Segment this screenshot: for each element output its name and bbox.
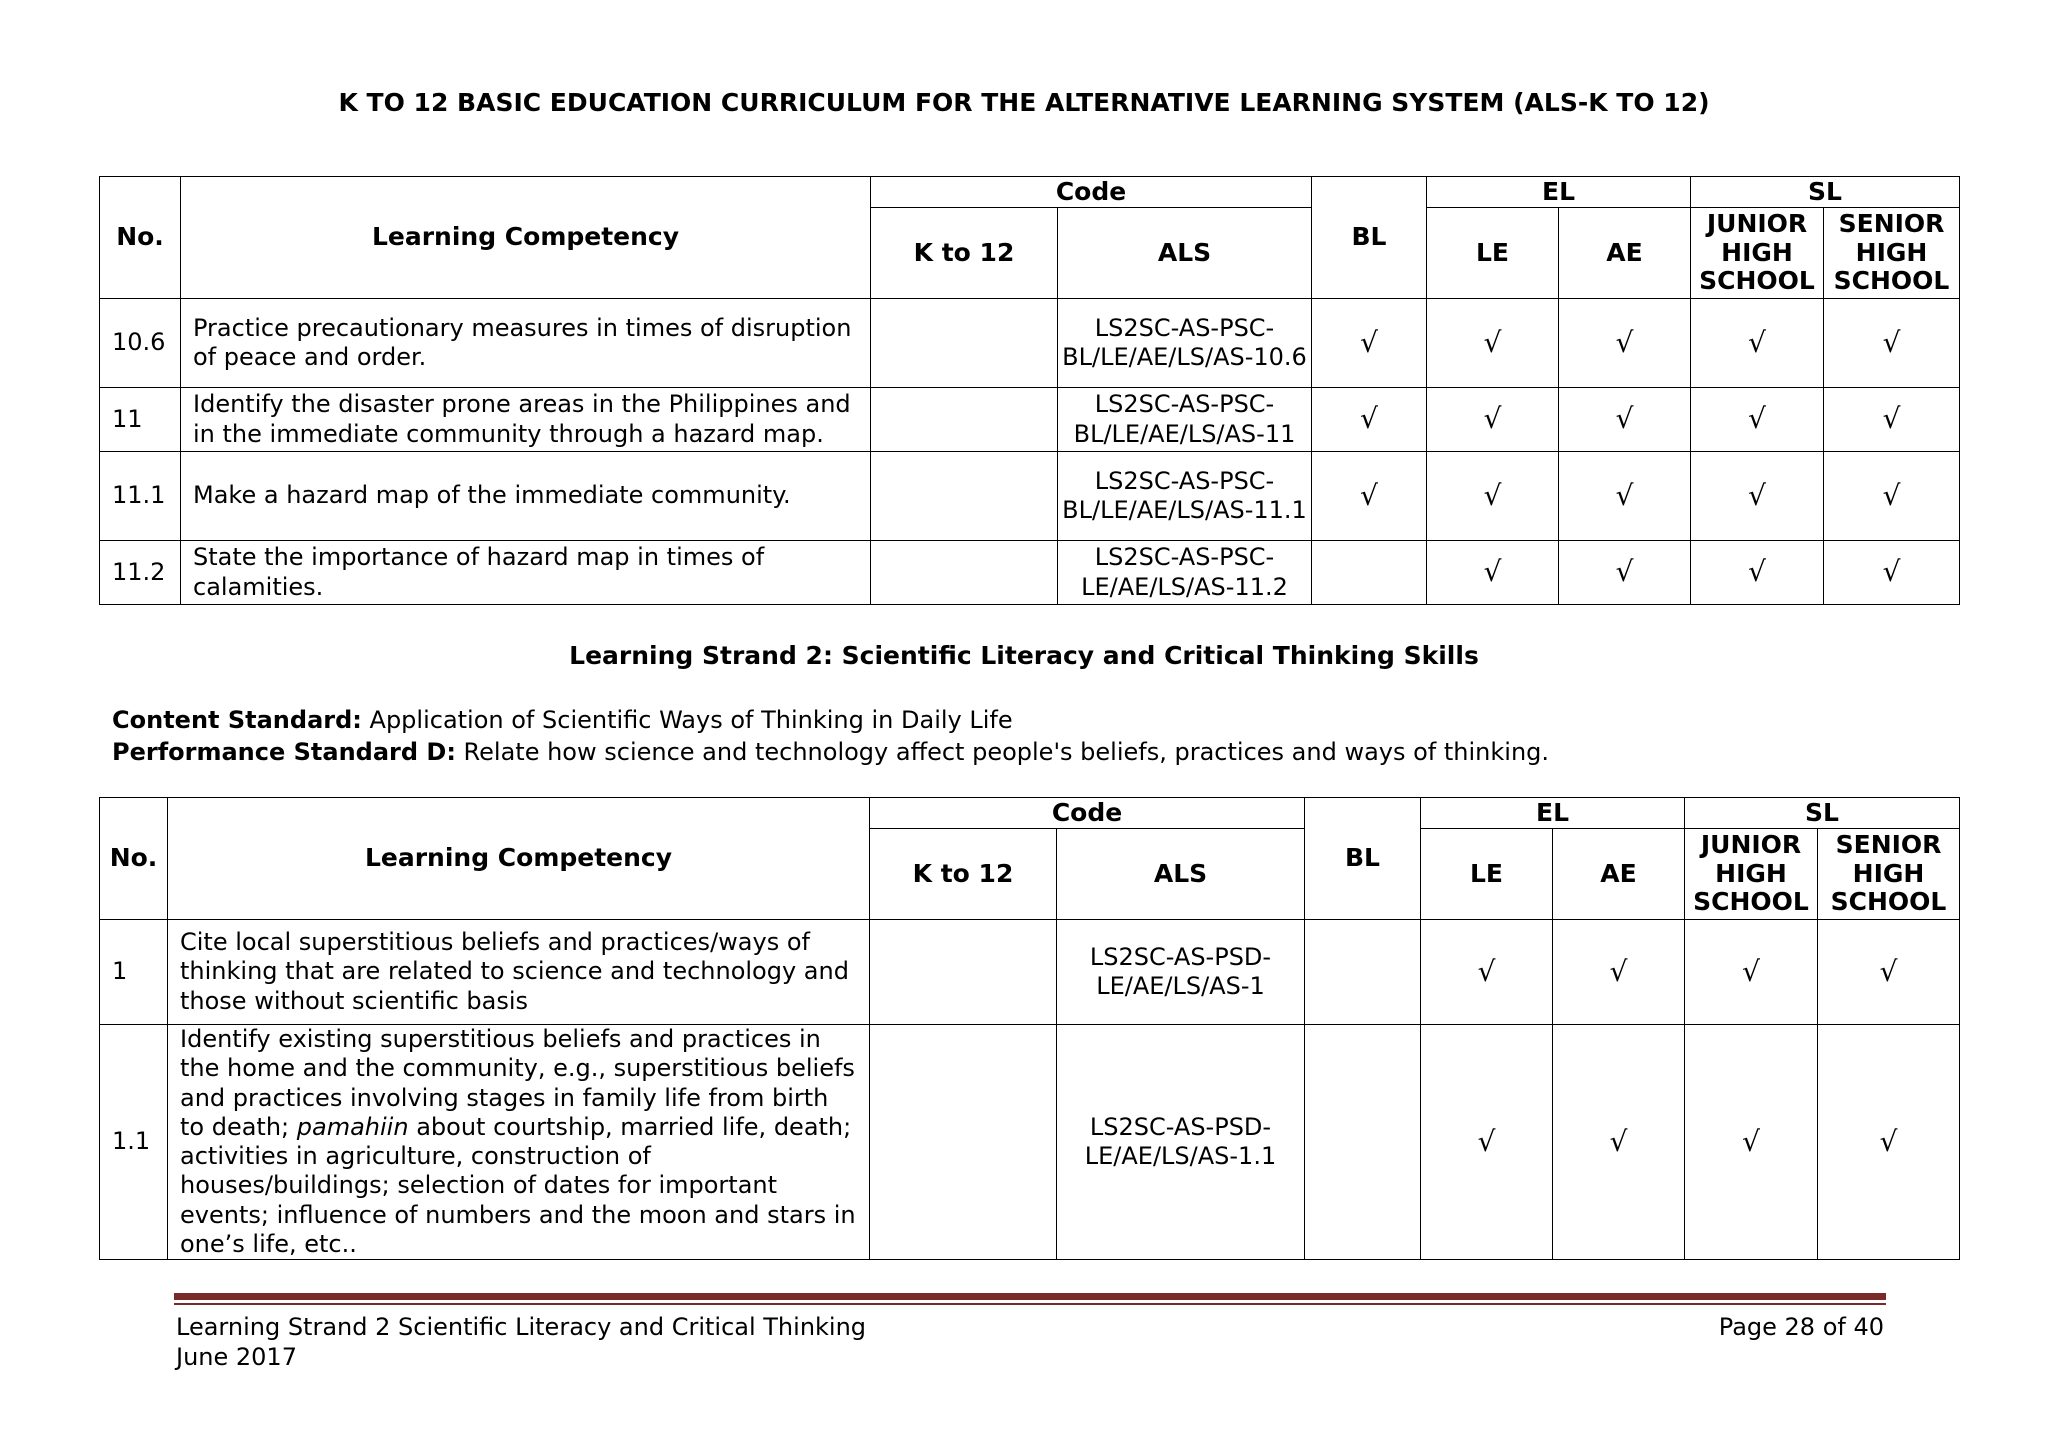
header-als: ALS	[1057, 829, 1305, 920]
header-ae: AE	[1553, 829, 1685, 920]
jhs-check: √	[1685, 1025, 1818, 1260]
header-bl: BL	[1312, 177, 1427, 299]
k12-code	[871, 452, 1058, 541]
header-ae: AE	[1559, 208, 1691, 299]
shs-check: √	[1824, 541, 1960, 605]
learning-competency: State the importance of hazard map in times of calamities.	[181, 541, 871, 605]
ae-check: √	[1559, 452, 1691, 541]
le-check: √	[1427, 541, 1559, 605]
footer-divider-thin	[174, 1303, 1886, 1305]
shs-check: √	[1818, 1025, 1960, 1260]
competency-table-1	[99, 176, 1960, 605]
bl-check	[1305, 1025, 1421, 1260]
ae-check: √	[1553, 1025, 1685, 1260]
le-check: √	[1427, 388, 1559, 452]
header-le: LE	[1421, 829, 1553, 920]
footer-strand-title: Learning Strand 2 Scientific Literacy and Critical Thinking	[176, 1313, 867, 1341]
page-number: Page 28 of 40	[1718, 1313, 1884, 1341]
footer-divider-thick	[174, 1293, 1886, 1300]
le-check: √	[1427, 299, 1559, 388]
header-no: No.	[100, 177, 181, 299]
bl-check: √	[1312, 452, 1427, 541]
bl-check: √	[1312, 299, 1427, 388]
als-code: LS2SC-AS-PSD-LE/AE/LS/AS-1.1	[1057, 1025, 1305, 1260]
header-senior-high-school: SENIOR HIGH SCHOOL	[1824, 208, 1960, 299]
header-no: No.	[100, 798, 168, 920]
header-le: LE	[1427, 208, 1559, 299]
document-title: K TO 12 BASIC EDUCATION CURRICULUM FOR THE ALTERNATIVE LEARNING SYSTEM (ALS-K TO 12)	[338, 88, 1710, 117]
competency-text-start: Identify existing superstitious beliefs and practices in the home and the community, e.g., superstitious beliefs and practices involving stages in family life from birth to death;	[180, 1025, 855, 1141]
bl-check	[1305, 920, 1421, 1025]
row-number: 1	[100, 920, 168, 1025]
header-el: EL	[1421, 798, 1685, 829]
table-row	[100, 388, 1960, 452]
header-k-to-12: K to 12	[870, 829, 1057, 920]
als-code: LS2SC-AS-PSD-LE/AE/LS/AS-1	[1057, 920, 1305, 1025]
jhs-check: √	[1691, 452, 1824, 541]
learning-competency: Identify the disaster prone areas in the Philippines and in the immediate community through a hazard map.	[181, 388, 871, 452]
header-learning-competency: Learning Competency	[168, 798, 870, 920]
footer-left	[176, 1312, 866, 1372]
le-check: √	[1421, 1025, 1553, 1260]
content-standard	[112, 704, 1549, 736]
learning-competency: Practice precautionary measures in times of disruption of peace and order.	[181, 299, 871, 388]
header-code: Code	[870, 798, 1305, 829]
footer-divider	[174, 1293, 1886, 1305]
ae-check: √	[1553, 920, 1685, 1025]
table-row	[100, 452, 1960, 541]
strand-heading: Learning Strand 2: Scientific Literacy and Critical Thinking Skills	[569, 641, 1479, 670]
jhs-check: √	[1691, 299, 1824, 388]
performance-standard	[112, 736, 1549, 768]
shs-check: √	[1824, 388, 1960, 452]
le-check: √	[1427, 452, 1559, 541]
learning-competency	[168, 1025, 870, 1260]
als-code: LS2SC-AS-PSC-BL/LE/AE/LS/AS-11	[1058, 388, 1312, 452]
table-row	[100, 920, 1960, 1025]
ae-check: √	[1559, 388, 1691, 452]
k12-code	[871, 541, 1058, 605]
als-code: LS2SC-AS-PSC-BL/LE/AE/LS/AS-10.6	[1058, 299, 1312, 388]
learning-competency: Make a hazard map of the immediate community.	[181, 452, 871, 541]
competency-italic-term: pamahiin	[296, 1112, 409, 1141]
ae-check: √	[1559, 541, 1691, 605]
shs-check: √	[1824, 452, 1960, 541]
footer-date: June 2017	[176, 1343, 297, 1371]
content-standard-label: Content Standard:	[112, 706, 362, 734]
standards-block	[112, 704, 1549, 768]
header-sl: SL	[1691, 177, 1960, 208]
le-check: √	[1421, 920, 1553, 1025]
header-el: EL	[1427, 177, 1691, 208]
row-number: 11.1	[100, 452, 181, 541]
jhs-check: √	[1685, 920, 1818, 1025]
row-number: 11.2	[100, 541, 181, 605]
als-code: LS2SC-AS-PSC-BL/LE/AE/LS/AS-11.1	[1058, 452, 1312, 541]
learning-competency: Cite local superstitious beliefs and practices/ways of thinking that are related to science and technology and those without scientific basis	[168, 920, 870, 1025]
performance-standard-text: Relate how science and technology affect people's beliefs, practices and ways of thinking.	[455, 738, 1550, 766]
header-sl: SL	[1685, 798, 1960, 829]
ae-check: √	[1559, 299, 1691, 388]
jhs-check: √	[1691, 541, 1824, 605]
competency-text-end: about courtship, married life, death; activities in agriculture, construction of houses/buildings; selection of dates for important events; influence of numbers and the moon and stars in one’s life, etc..	[180, 1112, 856, 1258]
header-junior-high-school: JUNIOR HIGH SCHOOL	[1685, 829, 1818, 920]
k12-code	[870, 920, 1057, 1025]
jhs-check: √	[1691, 388, 1824, 452]
table-row	[100, 299, 1960, 388]
row-number: 10.6	[100, 299, 181, 388]
k12-code	[871, 299, 1058, 388]
header-learning-competency: Learning Competency	[181, 177, 871, 299]
header-k-to-12: K to 12	[871, 208, 1058, 299]
bl-check	[1312, 541, 1427, 605]
shs-check: √	[1824, 299, 1960, 388]
table-row	[100, 541, 1960, 605]
bl-check: √	[1312, 388, 1427, 452]
row-number: 1.1	[100, 1025, 168, 1260]
header-code: Code	[871, 177, 1312, 208]
k12-code	[870, 1025, 1057, 1260]
shs-check: √	[1818, 920, 1960, 1025]
header-bl: BL	[1305, 798, 1421, 920]
header-junior-high-school: JUNIOR HIGH SCHOOL	[1691, 208, 1824, 299]
k12-code	[871, 388, 1058, 452]
row-number: 11	[100, 388, 181, 452]
header-senior-high-school: SENIOR HIGH SCHOOL	[1818, 829, 1960, 920]
content-standard-text: Application of Scientific Ways of Thinking in Daily Life	[361, 706, 1013, 734]
als-code: LS2SC-AS-PSC-LE/AE/LS/AS-11.2	[1058, 541, 1312, 605]
competency-table-2	[99, 797, 1960, 1260]
table-row	[100, 1025, 1960, 1260]
performance-standard-label: Performance Standard D:	[112, 738, 456, 766]
header-als: ALS	[1058, 208, 1312, 299]
